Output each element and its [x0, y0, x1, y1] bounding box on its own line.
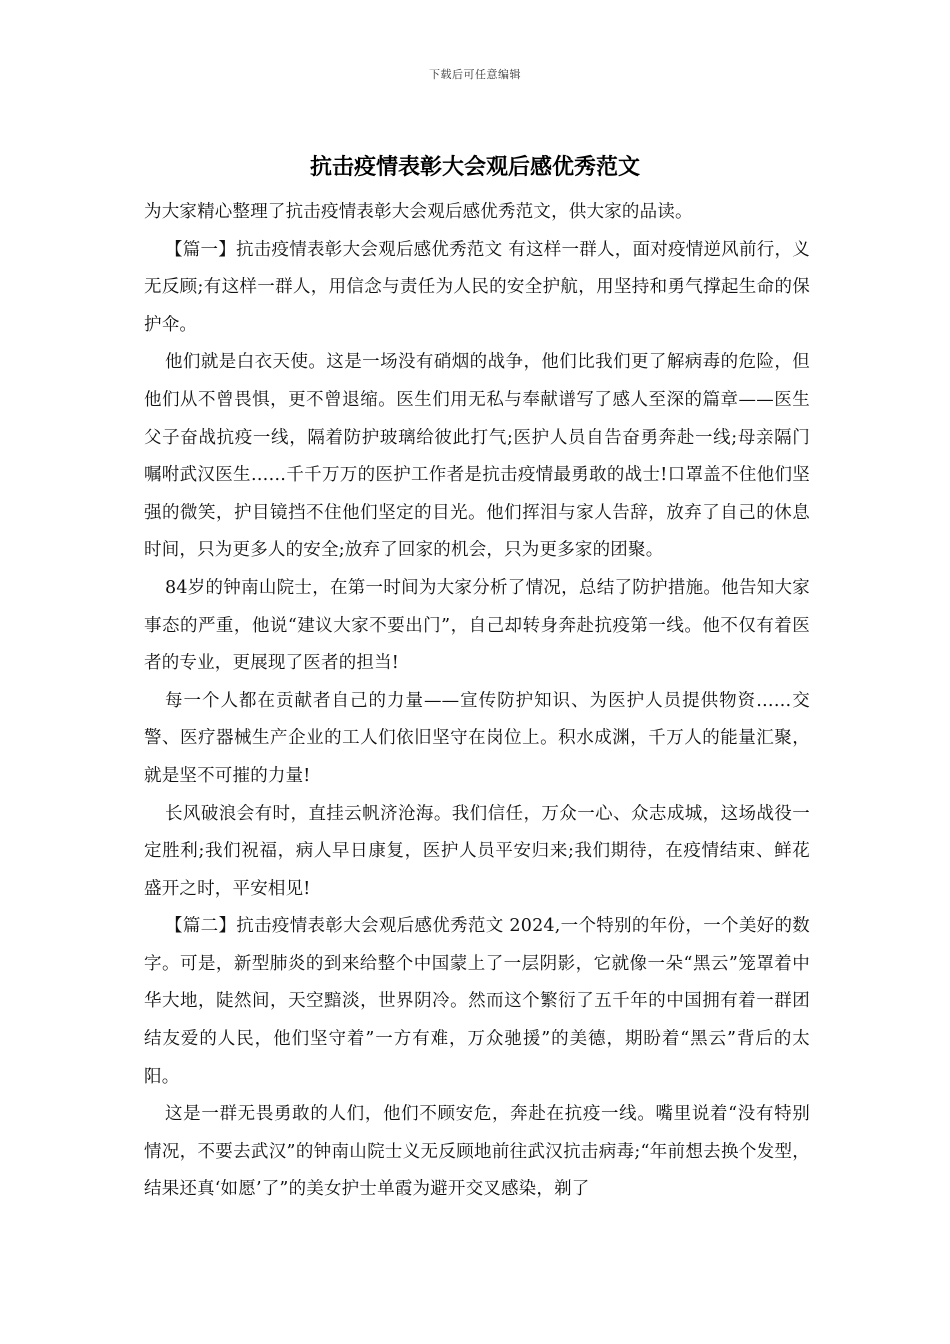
paragraph-brave-people: 这是一群无畏勇敢的人们，他们不顾安危，奔赴在抗疫一线。嘴里说着“没有特别情况，不要去武汉”的钟南山院士义无反顾地前往武汉抗击病毒;“年前想去换个发型，结果还真‘如愿’了”的美女护士单霞为避开交叉感染，剃了	[144, 1104, 810, 1200]
header-note: 下载后可任意编辑	[429, 68, 521, 81]
paragraph-section-one-opening: 【篇一】抗击疫情表彰大会观后感优秀范文 有这样一群人，面对疫情逆风前行，义无反顾;有这样一群人，用信念与责任为人民的安全护航，用坚持和勇气撑起生命的保护伞。	[144, 239, 810, 335]
paragraph-everyone-contributes: 每一个人都在贡献者自己的力量——宣传防护知识、为医护人员提供物资……交警、医疗器械生产企业的工人们依旧坚守在岗位上。积水成渊，千万人的能量汇聚，就是坚不可摧的力量!	[144, 690, 810, 786]
paragraph-white-angels: 他们就是白衣天使。这是一场没有硝烟的战争，他们比我们更了解病毒的危险，但他们从不曾畏惧，更不曾退缩。医生们用无私与奉献谱写了感人至深的篇章——医生父子奋战抗疫一线，隔着防护玻璃给彼此打气;医护人员自告奋勇奔赴一线;母亲隔门嘱咐武汉医生……千千万万的医护工作者是抗击疫情最勇敢的战士!口罩盖不住他们坚强的微笑，护目镜挡不住他们坚定的目光。他们挥泪与家人告辞，放弃了自己的休息时间，只为更多人的安全;放弃了回家的机会，只为更多家的团聚。	[144, 352, 810, 561]
paragraph-zhong-nanshan: 84岁的钟南山院士，在第一时间为大家分析了情况，总结了防护措施。他告知大家事态的严重，他说“建议大家不要出门”，自己却转身奔赴抗疫第一线。他不仅有着医者的专业，更展现了医者的担当!	[144, 577, 810, 674]
intro-paragraph: 为大家精心整理了抗击疫情表彰大会观后感优秀范文，供大家的品读。	[144, 202, 693, 222]
paragraph-section-two-opening: 【篇二】抗击疫情表彰大会观后感优秀范文 2024,一个特别的年份，一个美好的数字。可是，新型肺炎的到来给整个中国蒙上了一层阴影，它就像一朵“黑云”笼罩着中华大地，陡然间，天空黯淡，世界阴冷。然而这个繁衍了五千年的中国拥有着一群团结友爱的人民，他们坚守着”一方有难，万众驰援”的美德，期盼着“黑云”背后的太阳。	[144, 916, 810, 1087]
paragraph-confidence: 长风破浪会有时，直挂云帆济沧海。我们信任，万众一心、众志成城，这场战役一定胜利;我们祝福，病人早日康复，医护人员平安归来;我们期待，在疫情结束、鲜花盛开之时，平安相见!	[144, 803, 810, 899]
document-title: 抗击疫情表彰大会观后感优秀范文	[309, 154, 640, 180]
document-body	[144, 194, 810, 1209]
